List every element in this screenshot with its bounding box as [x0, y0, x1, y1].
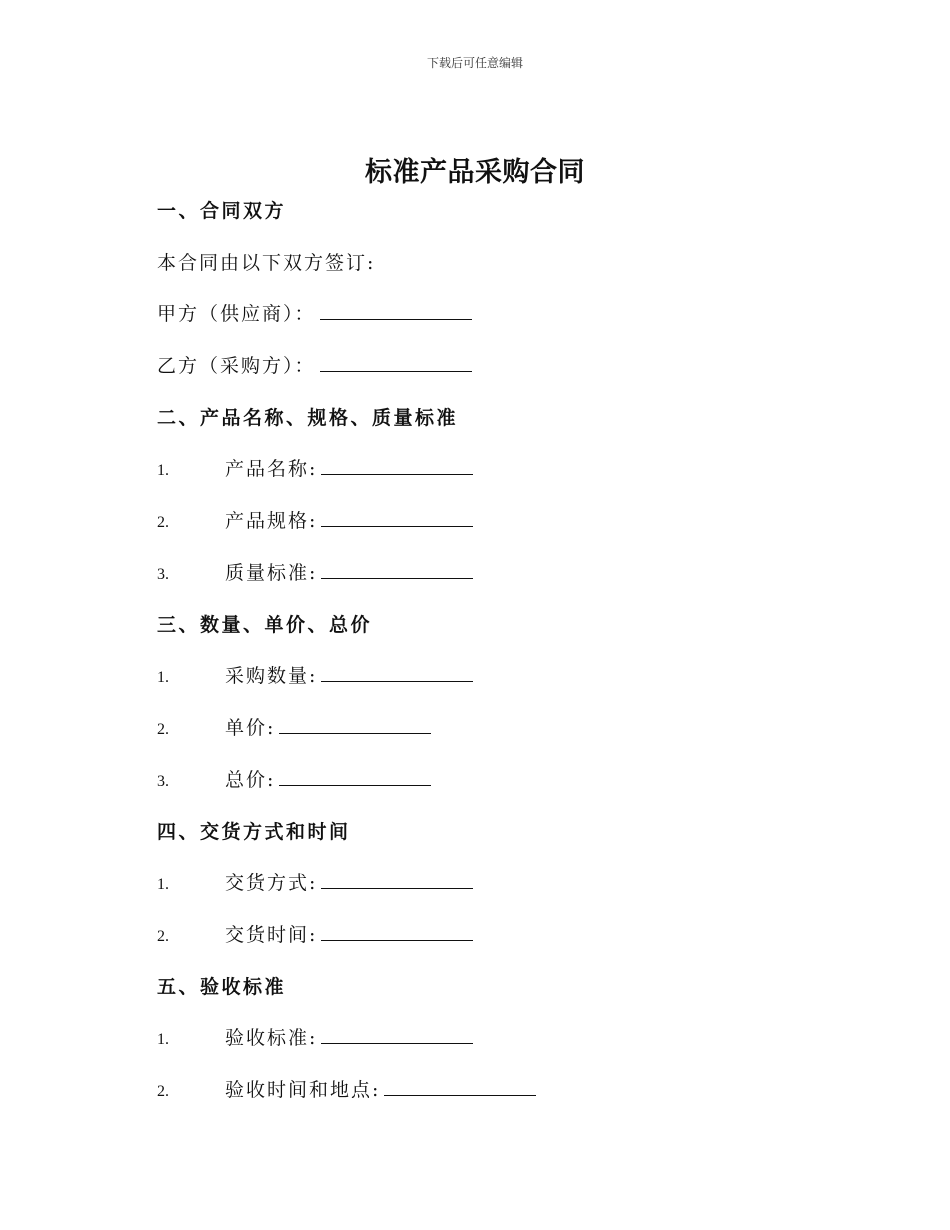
- item-number: 1.: [157, 876, 169, 893]
- list-item: [157, 1026, 473, 1052]
- item-number: 2.: [157, 514, 169, 531]
- list-item: [157, 768, 431, 794]
- list-item: [157, 923, 473, 949]
- party-a-label: 甲方（供应商）：: [157, 303, 316, 325]
- item-number: 3.: [157, 566, 169, 583]
- acceptance-standard-blank[interactable]: [321, 1027, 473, 1044]
- acceptance-time-place-blank[interactable]: [384, 1079, 536, 1096]
- item-number: 1.: [157, 669, 169, 686]
- unit-price-blank[interactable]: [279, 717, 431, 734]
- product-spec-blank[interactable]: [321, 510, 473, 527]
- parties-intro-text: 本合同由以下双方签订:: [157, 252, 376, 274]
- product-spec-label: 产品规格:: [225, 510, 318, 532]
- purchase-quantity-label: 采购数量:: [225, 665, 318, 687]
- item-number: 3.: [157, 773, 169, 790]
- document-title: 标准产品采购合同: [365, 157, 585, 188]
- section-heading-acceptance: 五、验收标准: [157, 976, 287, 998]
- acceptance-time-place-label: 验收时间和地点:: [225, 1079, 381, 1101]
- delivery-time-label: 交货时间:: [225, 924, 318, 946]
- parties-intro: [157, 251, 375, 275]
- list-item: [157, 664, 473, 690]
- quality-standard-label: 质量标准:: [225, 562, 318, 584]
- party-b-blank[interactable]: [320, 355, 472, 372]
- item-number: 2.: [157, 928, 169, 945]
- party-a-row: [157, 302, 472, 326]
- total-price-label: 总价:: [225, 769, 276, 791]
- product-name-label: 产品名称:: [225, 458, 318, 480]
- total-price-blank[interactable]: [279, 769, 431, 786]
- list-item: [157, 1078, 536, 1104]
- item-number: 1.: [157, 1031, 169, 1048]
- purchase-quantity-blank[interactable]: [321, 665, 473, 682]
- list-item: [157, 561, 473, 587]
- list-item: [157, 457, 473, 483]
- delivery-method-blank[interactable]: [321, 872, 473, 889]
- item-number: 1.: [157, 462, 169, 479]
- product-name-blank[interactable]: [321, 458, 473, 475]
- party-b-label: 乙方（采购方）：: [157, 355, 316, 377]
- acceptance-standard-label: 验收标准:: [225, 1027, 318, 1049]
- party-a-blank[interactable]: [320, 303, 472, 320]
- section-heading-parties: 一、合同双方: [157, 200, 287, 222]
- list-item: [157, 716, 431, 742]
- item-number: 2.: [157, 721, 169, 738]
- delivery-time-blank[interactable]: [321, 924, 473, 941]
- section-heading-product: 二、产品名称、规格、质量标准: [157, 407, 459, 429]
- header-note: 下载后可任意编辑: [426, 56, 523, 70]
- unit-price-label: 单价:: [225, 717, 276, 739]
- delivery-method-label: 交货方式:: [225, 872, 318, 894]
- list-item: [157, 509, 473, 535]
- quality-standard-blank[interactable]: [321, 562, 473, 579]
- party-b-row: [157, 354, 472, 378]
- section-heading-quantity: 三、数量、单价、总价: [157, 614, 373, 636]
- item-number: 2.: [157, 1083, 169, 1100]
- section-heading-delivery: 四、交货方式和时间: [157, 821, 351, 843]
- list-item: [157, 871, 473, 897]
